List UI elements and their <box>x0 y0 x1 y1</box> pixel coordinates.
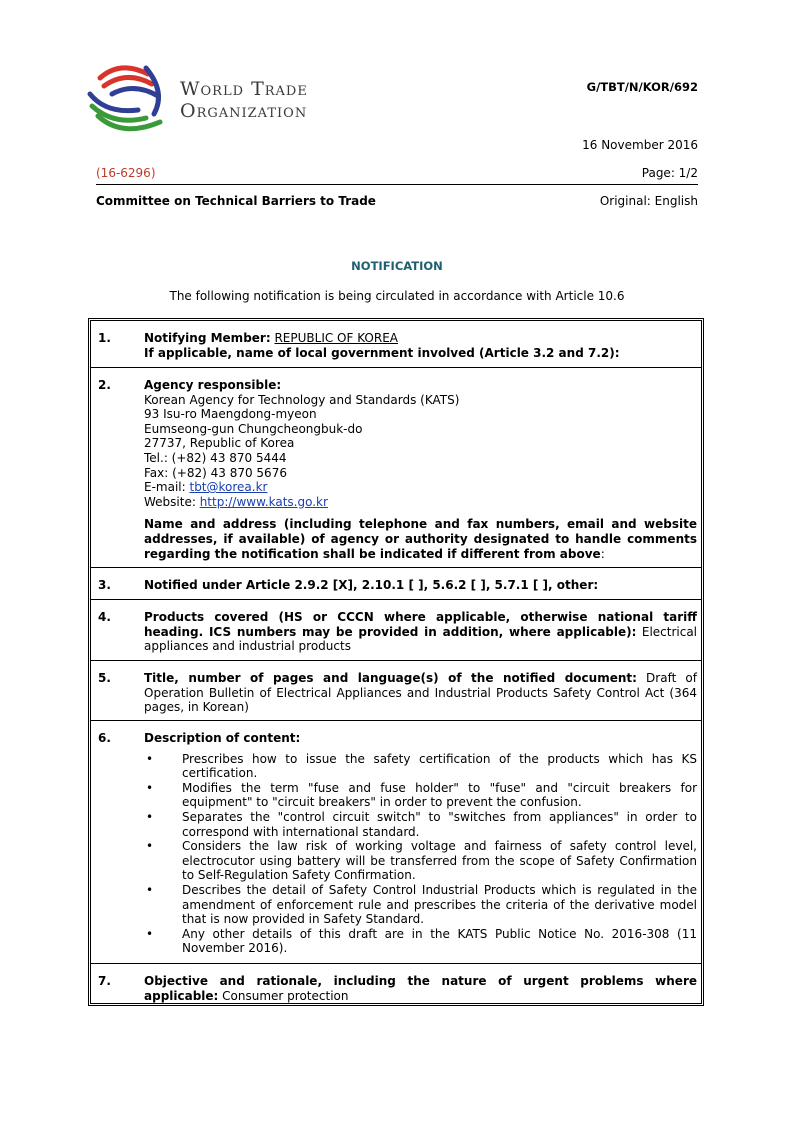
local-government-label: If applicable, name of local government involved (Article 3.2 and 7.2): <box>144 345 620 360</box>
member-name: REPUBLIC OF KOREA <box>274 331 399 345</box>
description-list <box>144 752 697 956</box>
agency-line: 93 Isu-ro Maengdong-myeon <box>144 407 317 422</box>
row-number: 3. <box>98 578 111 592</box>
row-number: 4. <box>98 610 111 624</box>
row-content <box>144 974 697 1003</box>
notification-table <box>88 318 704 1006</box>
field-value: Electrical appliances and industrial products <box>144 624 701 654</box>
row-title <box>91 661 701 721</box>
reference-number: (16-6296) <box>96 166 156 180</box>
agency-line: Eumseong-gun Chungcheongbuk-do <box>144 421 363 436</box>
field-value: Consumer protection <box>218 988 349 1003</box>
field-label: Agency responsible: <box>144 378 282 392</box>
colon: : <box>600 546 605 561</box>
list-item: • Considers the law risk of working voltage and fairness of safety control level, electrocutor using battery will be transferred from the scope of Safety Confirmation to Self-Regulation Safety Confirmation. <box>146 839 697 883</box>
row-content <box>144 610 701 654</box>
name-address-label: Name and address (including telephone and fax numbers, email and website addresses, if available) of agency or authority designated to handle comments regarding the notification shall be indicated if different from above <box>144 517 697 561</box>
bullet-icon: • <box>146 839 154 854</box>
email-label: E-mail: <box>144 480 190 495</box>
field-label: Products covered (HS or CCCN where applicable, otherwise national tariff heading. ICS numbers may be provided in addition, where applicable): <box>144 610 697 639</box>
bullet-icon: • <box>146 780 154 795</box>
wto-logo <box>86 62 356 142</box>
field-value: Draft of Operation Bulletin of Electrical Appliances and Industrial Products Safety Control Act (364 pages, in Korean) <box>144 671 701 715</box>
list-item: • Modifies the term "fuse and fuse holder" to "fuse" and "circuit breakers for equipment" to "circuit breakers" in order to prevent the confusion. <box>146 780 697 810</box>
row-content <box>144 331 697 360</box>
website-link[interactable]: http://www.kats.go.kr <box>199 494 328 509</box>
row-number: 1. <box>98 331 111 345</box>
row-content <box>144 378 697 561</box>
agency-line: Fax: (+82) 43 870 5676 <box>144 465 287 480</box>
list-item: • Describes the detail of Safety Control Industrial Products which is regulated in the amendment of enforcement rule and prescribes the criteria of the derivative model that is now provided in Safety Standard. <box>146 882 697 927</box>
row-number: 7. <box>98 974 111 988</box>
field-label: Title, number of pages and language(s) of the notified document: <box>144 671 637 685</box>
committee-name: Committee on Technical Barriers to Trade <box>96 194 376 208</box>
row-products-covered <box>91 600 701 661</box>
document-symbol: G/TBT/N/KOR/692 <box>586 80 698 94</box>
row-notifying-member <box>91 321 701 368</box>
row-number: 5. <box>98 671 111 685</box>
logo-line1: World Trade <box>180 78 308 100</box>
field-label: Description of content: <box>144 731 301 745</box>
original-language: Original: English <box>599 194 698 208</box>
list-item: • Prescribes how to issue the safety certification of the products which has KS certification. <box>146 751 697 781</box>
logo-wordmark <box>180 78 308 122</box>
row-description <box>91 721 701 964</box>
field-label: Notifying Member: <box>144 331 271 345</box>
bullet-icon: • <box>146 882 154 897</box>
row-number: 2. <box>98 378 111 392</box>
bullet-icon: • <box>146 926 154 941</box>
header-divider <box>96 184 698 185</box>
row-notified-under <box>91 568 701 600</box>
notified-under-text: Notified under Article 2.9.2 [X], 2.10.1 [ ], 5.6.2 [ ], 5.7.1 [ ], other: <box>144 578 599 592</box>
row-objective <box>91 964 701 1003</box>
document-date: 16 November 2016 <box>582 138 698 152</box>
row-content <box>144 731 697 956</box>
agency-line: 27737, Republic of Korea <box>144 436 295 451</box>
row-content <box>144 671 701 715</box>
website-label: Website: <box>144 494 200 509</box>
list-item: • Any other details of this draft are in the KATS Public Notice No. 2016-308 (11 November 2016). <box>146 926 697 956</box>
bullet-icon: • <box>146 809 154 824</box>
page-indicator: Page: 1/2 <box>641 166 698 180</box>
notification-heading: NOTIFICATION <box>351 259 443 273</box>
wto-logo-mark-icon <box>86 62 176 142</box>
logo-line2: Organization <box>180 100 308 122</box>
agency-line: Tel.: (+82) 43 870 5444 <box>144 450 287 465</box>
intro-text: The following notification is being circulated in accordance with Article 10.6 <box>169 289 625 303</box>
field-label: Objective and rationale, including the nature of urgent problems where applicable: <box>144 974 697 1003</box>
email-link[interactable]: tbt@korea.kr <box>189 480 268 495</box>
row-number: 6. <box>98 731 111 745</box>
agency-line: Korean Agency for Technology and Standards (KATS) <box>144 392 460 407</box>
bullet-icon: • <box>146 751 154 766</box>
list-item: • Separates the "control circuit switch" to "switches from appliances" in order to correspond with international standard. <box>146 809 697 839</box>
row-agency <box>91 368 701 568</box>
